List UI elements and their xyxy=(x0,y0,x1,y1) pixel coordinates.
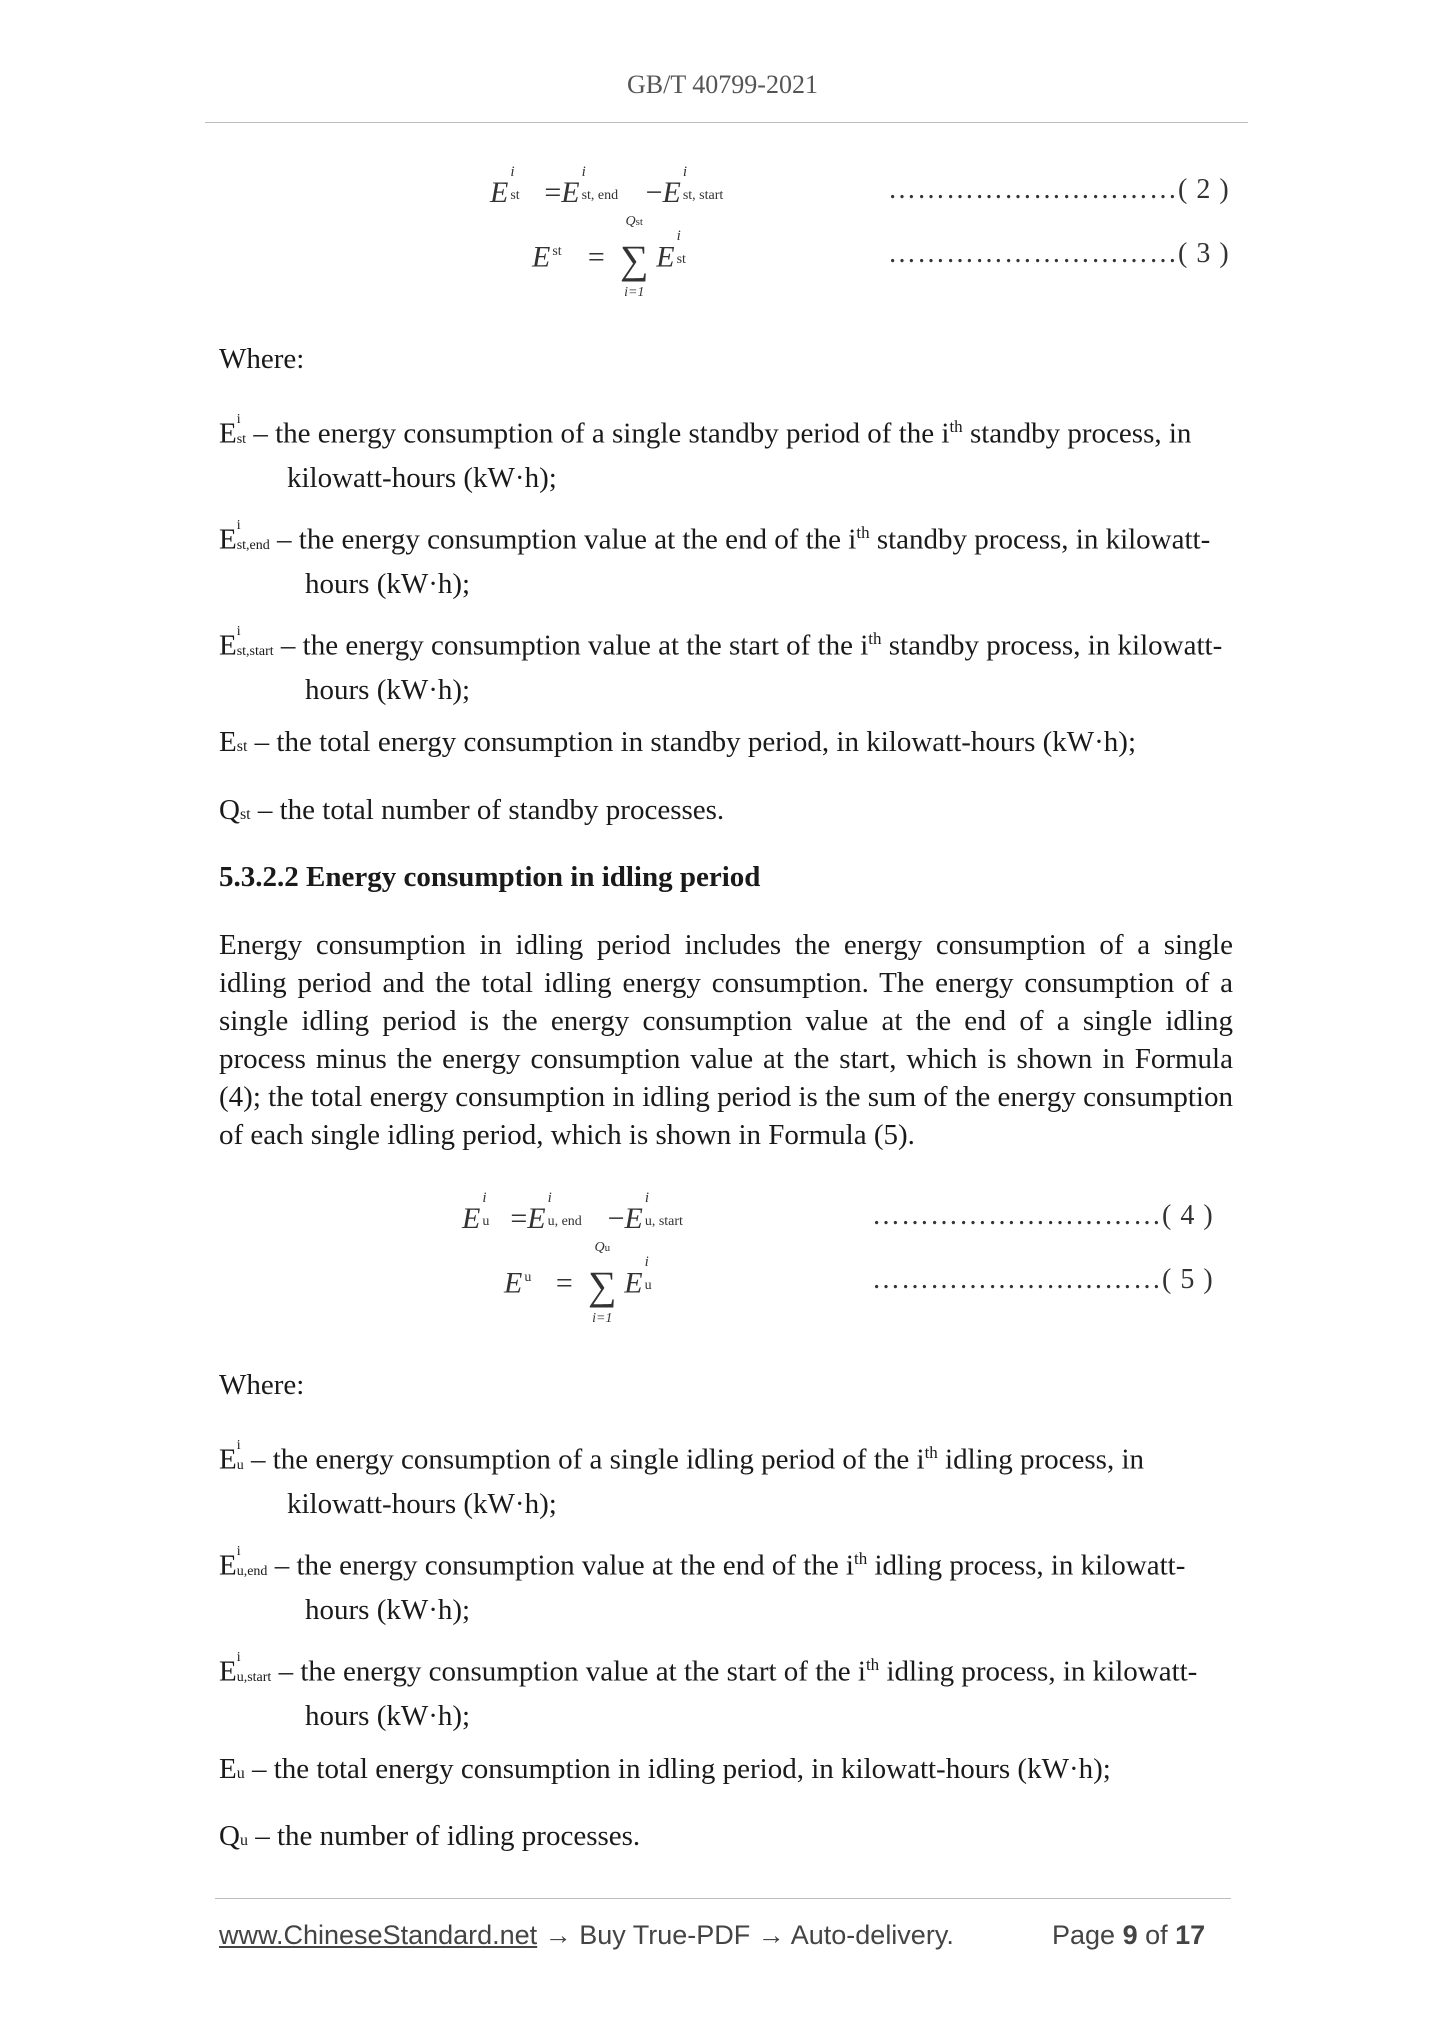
formula-4-number: ( 4 ) xyxy=(1162,1200,1214,1231)
formula-5-number: ( 5 ) xyxy=(1162,1264,1214,1295)
total-pages: 17 xyxy=(1175,1920,1206,1950)
header-divider xyxy=(205,122,1248,123)
definition-e-u-total: Eu – the total energy consumption in idling period, in kilowatt-hours (kW·h); xyxy=(219,1753,1111,1785)
section-heading: 5.3.2.2 Energy consumption in idling period xyxy=(219,861,761,893)
page-counter: Page 9 of 17 xyxy=(1052,1920,1206,1950)
footer-promo-text: → Buy True-PDF → Auto-delivery. xyxy=(537,1920,954,1950)
footer-divider xyxy=(215,1898,1231,1899)
definition-e-u-start: E i u,start – the energy consumption value at the start of the $i^{th}$ idling process, in kilowatt- hours (kW·h); xyxy=(219,1649,1198,1732)
definition-e-st-end: E i st,end – the energy consumption value at the end of the $i^{th}$ standby process, in kilowatt- hours (kW·h); xyxy=(219,517,1211,600)
document-code: GB/T 40799-2021 xyxy=(627,70,818,99)
where-label-1: Where: xyxy=(219,343,305,375)
formula-2-number: ( 2 ) xyxy=(1178,174,1230,205)
current-page: 9 xyxy=(1122,1920,1138,1950)
definition-e-st-i: E i st – the energy consumption of a single standby period of the $i^{th}$ standby process, in kilowatt-hours (kW·h); xyxy=(219,411,1192,494)
definition-e-st-start: E i st,start – the energy consumption value at the start of the $i^{th}$ standby process, in kilowatt- hours (kW·h); xyxy=(219,623,1223,706)
formula-3-number: ( 3 ) xyxy=(1178,238,1230,269)
definition-q-u: Qu – the number of idling processes. xyxy=(219,1820,641,1852)
definition-e-st-total: Est – the total energy consumption in standby period, in kilowatt-hours (kW·h); xyxy=(219,726,1137,758)
definition-e-u-i: E i u – the energy consumption of a single idling period of the $i^{th}$ idling process, in kilowatt-hours (kW·h); xyxy=(219,1437,1144,1520)
body-paragraph: Energy consumption in idling period includes the energy consumption of a single idling period and the total idling energy consumption. The energy consumption of a single idling period is the energy consumption value at the end of a single idling process minus the energy consumption value at the start, which is shown in Formula (4); the total energy consumption in idling period is the sum of the energy consumption of each single idling period, which is shown in Formula (5). xyxy=(219,929,1233,1151)
where-label-2: Where: xyxy=(219,1369,305,1401)
website-link[interactable]: www.ChineseStandard.net xyxy=(219,1920,538,1950)
definition-e-u-end: E i u,end – the energy consumption value at the end of the $i^{th}$ idling process, in kilowatt- hours (kW·h); xyxy=(219,1543,1186,1626)
footer-left xyxy=(219,1920,954,1951)
definition-q-st: Qst – the total number of standby processes. xyxy=(219,794,725,826)
